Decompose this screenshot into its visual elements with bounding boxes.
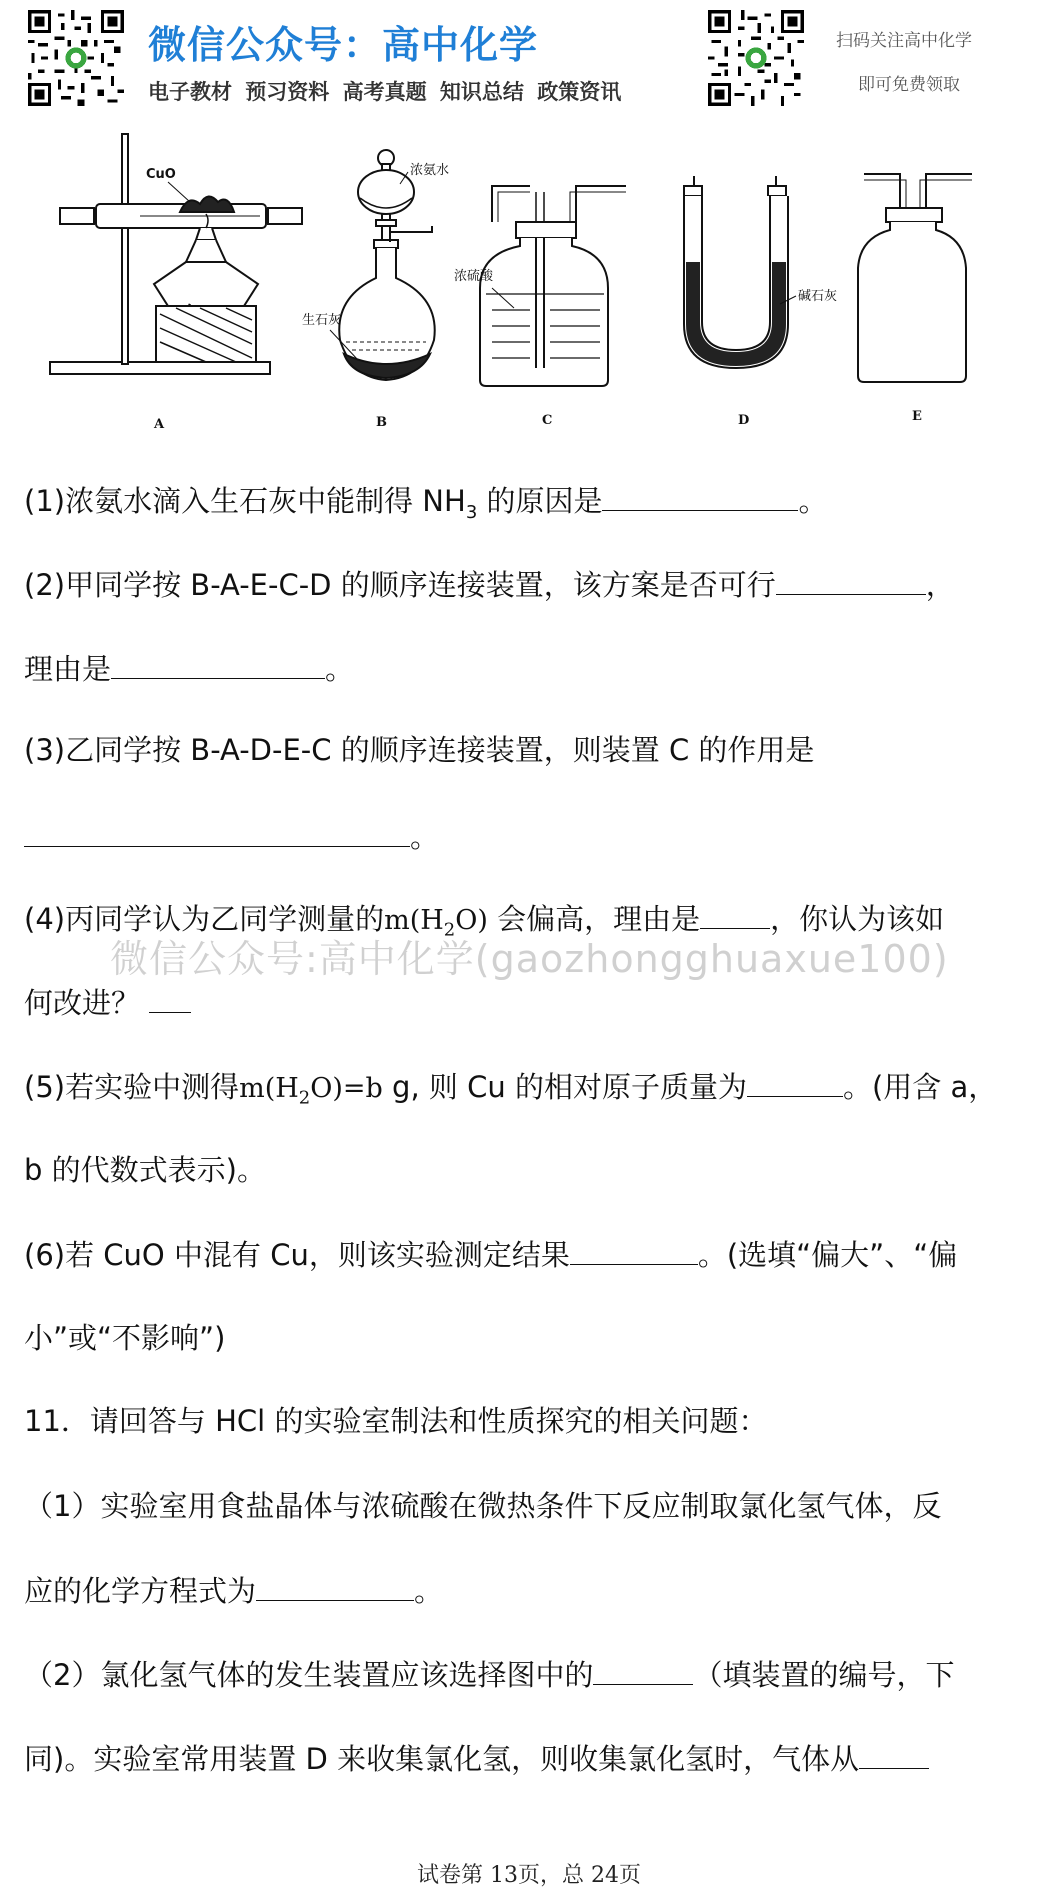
label-sulfuric-acid: 浓硫酸 <box>454 269 494 284</box>
q1-subscript: 3 <box>465 501 478 523</box>
question-1 <box>24 482 828 531</box>
q5-formula-pre: m(H <box>239 1073 299 1104</box>
q11-2-text: （2）氯化氢气体的发生装置应该选择图中的 <box>24 1658 594 1692</box>
q4b-text: 何改进？ <box>24 986 141 1020</box>
answer-blank[interactable] <box>602 482 798 511</box>
brand-subtitle: 电子教材 预习资料 高考真题 知识总结 政策资讯 <box>148 80 622 104</box>
q11-2b-text: 同)。实验室常用装置 D 来收集氯化氢，则收集氯化氢时，气体从 <box>24 1742 860 1776</box>
answer-blank[interactable] <box>776 566 926 595</box>
q11-1b-text: 应的化学方程式为 <box>24 1574 257 1608</box>
page-header <box>0 0 1058 120</box>
q6-end: 。(选填“偏大”、“偏 <box>697 1238 958 1272</box>
label-quicklime: 生石灰 <box>302 313 342 328</box>
scan-hint-line2: 即可免费领取 <box>858 75 960 95</box>
brand-title: 微信公众号：高中化学 <box>148 23 539 67</box>
q1-end: 。 <box>798 484 828 518</box>
answer-blank[interactable] <box>859 1740 929 1769</box>
caption-c: C <box>542 413 553 428</box>
question-5 <box>24 1068 997 1116</box>
scan-hint-line1: 扫码关注高中化学 <box>836 31 972 51</box>
question-11-2-collect <box>24 1740 929 1777</box>
q2b-text: 理由是 <box>24 652 112 686</box>
q4-end: ，你认为该如 <box>770 902 945 936</box>
q6-text: (6)若 CuO 中混有 Cu，则该实验测定结果 <box>24 1238 570 1272</box>
q11-1-text: （1）实验室用食盐晶体与浓硫酸在微热条件下反应制取氯化氢气体，反 <box>24 1489 942 1523</box>
q11-text: 11．请回答与 HCl 的实验室制法和性质探究的相关问题： <box>24 1404 768 1438</box>
answer-blank[interactable] <box>570 1236 698 1265</box>
q4-formula-pre: m(H <box>384 905 444 936</box>
q5-text-mid: g, 则 Cu 的相对原子质量为 <box>382 1070 747 1104</box>
label-soda-lime: 碱石灰 <box>798 289 838 304</box>
caption-d: D <box>738 413 750 428</box>
q5b-text: b 的代数式表示)。 <box>24 1153 266 1187</box>
qr-code-left <box>28 10 124 106</box>
question-11-1-equation <box>24 1572 443 1609</box>
q2-text: (2)甲同学按 B-A-E-C-D 的顺序连接装置，该方案是否可行 <box>24 568 776 602</box>
question-11 <box>24 1403 767 1439</box>
question-5-note <box>24 1152 266 1188</box>
question-11-1 <box>24 1488 941 1524</box>
answer-blank[interactable] <box>256 1572 414 1601</box>
q3-text: (3)乙同学按 B-A-D-E-C 的顺序连接装置，则装置 C 的作用是 <box>24 733 815 767</box>
q5-text: (5)若实验中测得 <box>24 1070 240 1104</box>
question-4-improve <box>24 984 191 1021</box>
q4-text-mid: 会偏高，理由是 <box>487 902 701 936</box>
answer-blank[interactable] <box>747 1068 843 1097</box>
watermark: 微信公众号:高中化学(gaozhongghuaxue100) <box>110 937 949 981</box>
apparatus-a <box>50 134 302 374</box>
answer-blank[interactable] <box>24 818 410 847</box>
apparatus-e <box>858 174 972 382</box>
q2b-end: 。 <box>325 652 355 686</box>
q11-2-end: （填装置的编号，下 <box>693 1658 955 1692</box>
q4-formula-post: O) <box>455 905 488 936</box>
caption-e: E <box>912 409 922 424</box>
label-cuo: CuO <box>146 167 176 182</box>
q5-formula-post: O)=b <box>310 1073 383 1104</box>
q5-end: 。(用含 a， <box>842 1070 998 1104</box>
q5-formula-sub: 2 <box>298 1087 311 1109</box>
question-11-2 <box>24 1656 954 1693</box>
q6b-text: 小”或“不影响”) <box>24 1321 226 1355</box>
question-2 <box>24 566 955 603</box>
q1-text-post: 的原因是 <box>477 484 603 518</box>
apparatus-d <box>684 176 837 368</box>
qr-code-right <box>708 10 804 106</box>
answer-blank[interactable] <box>149 984 191 1013</box>
q2-end: ， <box>925 568 955 602</box>
caption-b: B <box>376 415 387 430</box>
answer-blank[interactable] <box>700 900 770 929</box>
q4-formula-sub: 2 <box>443 919 456 941</box>
caption-a: A <box>154 417 165 432</box>
question-2-reason <box>24 650 354 687</box>
q1-text: (1)浓氨水滴入生石灰中能制得 NH <box>24 484 466 518</box>
apparatus-figure <box>40 128 1020 438</box>
apparatus-b <box>302 150 449 380</box>
page-footer: 试卷第 13页，总 24页 <box>417 1863 641 1888</box>
answer-blank[interactable] <box>111 650 325 679</box>
label-ammonia: 浓氨水 <box>410 163 450 178</box>
q11-1b-end: 。 <box>414 1574 444 1608</box>
question-6 <box>24 1236 957 1273</box>
q3b-end: 。 <box>410 820 440 854</box>
q5-formula <box>239 1073 383 1109</box>
question-3 <box>24 732 814 768</box>
answer-blank[interactable] <box>593 1656 693 1685</box>
apparatus-c <box>454 186 626 386</box>
q4-text: (4)丙同学认为乙同学测量的 <box>24 902 385 936</box>
question-6-options <box>24 1320 225 1356</box>
question-3-answer <box>24 818 439 855</box>
